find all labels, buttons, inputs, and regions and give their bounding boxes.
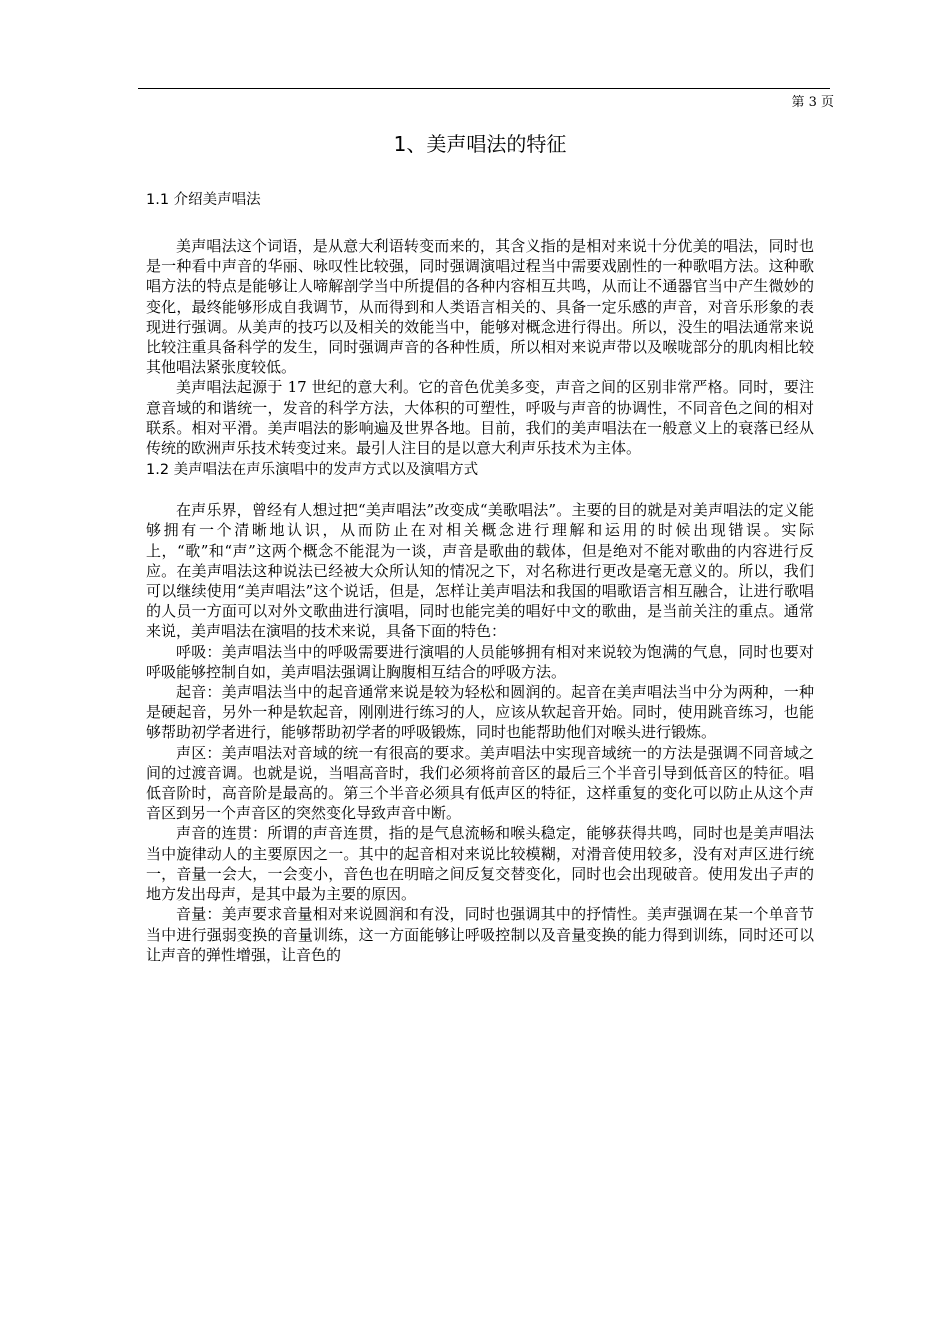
header-rule — [138, 88, 830, 89]
paragraph: 美声唱法这个词语，是从意大利语转变而来的，其含义指的是相对来说十分优美的唱法，同时也是一种看中声音的华丽、咏叹性比较强，同时强调演唱过程当中需要戏剧性的一种歌唱方法。这种歌唱方法的特点是能够让人啼解剖学当中所提倡的各种内容相互共鸣，从而让不通器官当中产生微妙的变化，最终能够形成自我调节，从而得到和人类语言相关的、具备一定乐感的声音，对音乐形象的表现进行强调。从美声的技巧以及相关的效能当中，能够对概念进行得出。所以，没生的唱法通常来说比较注重具备科学的发生，同时强调声音的各种性质，所以相对来说声带以及喉咙部分的肌肉相比较其他唱法紧张度较低。 — [146, 237, 814, 377]
paragraph: 声音的连贯：所谓的声音连贯，指的是气息流畅和喉头稳定，能够获得共鸣，同时也是美声唱法当中旋律动人的主要原因之一。其中的起音相对来说比较模糊，对滑音使用较多，没有对声区进行统一，音量一会大，一会变小，音色也在明暗之间反复交替变化，同时也会出现破音。使用发出子声的地方发出母声，是其中最为主要的原因。 — [146, 824, 814, 904]
section-heading-1-1: 1.1 介绍美声唱法 — [146, 192, 261, 208]
paragraph: 声区：美声唱法对音域的统一有很高的要求。美声唱法中实现音域统一的方法是强调不同音域之间的过渡音调。也就是说，当唱高音时，我们必须将前音区的最后三个半音引导到低音区的特征。唱低音阶时，高音阶是最高的。第三个半音必须具有低声区的特征，这样重复的变化可以防止从这个声音区到另一个声音区的突然变化导致声音中断。 — [146, 743, 814, 823]
paragraph: 呼吸：美声唱法当中的呼吸需要进行演唱的人员能够拥有相对来说较为饱满的气息，同时也要对呼吸能够控制自如，美声唱法强调让胸腹相互结合的呼吸方法。 — [146, 642, 814, 681]
page-number: 第 3 页 — [791, 95, 834, 110]
paragraph: 起音：美声唱法当中的起音通常来说是较为轻松和圆润的。起音在美声唱法当中分为两种，一种是硬起音，另外一种是软起音，刚刚进行练习的人，应该从软起音开始。同时，使用跳音练习，也能够帮助初学者进行，能够帮助初学者的呼吸锻炼，同时也能帮助他们对喉头进行锻炼。 — [146, 683, 814, 742]
page-content — [146, 126, 814, 965]
paragraph: 美声唱法起源于 17 世纪的意大利。它的音色优美多变，声音之间的区别非常严格。同时，要注意音域的和谐统一，发音的科学方法，大体积的可塑性，呼吸与声音的协调性，不同音色之间的相对联系。相对平滑。美声唱法的影响遍及世界各地。目前，我们的美声唱法在一般意义上的衰落已经从传统的欧洲声乐技术转变过来。最引人注目的是以意大利声乐技术为主体。 — [146, 378, 814, 458]
paragraph: 音量：美声要求音量相对来说圆润和有没，同时也强调其中的抒情性。美声强调在某一个单音节当中进行强弱变换的音量训练，这一方面能够让呼吸控制以及音量变换的能力得到训练，同时还可以让声音的弹性增强，让音色的 — [146, 905, 814, 964]
paragraph: 在声乐界，曾经有人想过把“美声唱法”改变成“美歌唱法”。主要的目的就是对美声唱法的定义能够拥有一个清晰地认识，从而防止在对相关概念进行理解和运用的时候出现错误。实际上，“歌”和“声”这两个概念不能混为一谈，声音是歌曲的载体，但是绝对不能对歌曲的内容进行反应。在美声唱法这种说法已经被大众所认知的情况之下，对名称进行更改是毫无意义的。所以，我们可以继续使用“美声唱法”这个说话，但是，怎样让美声唱法和我国的唱歌语言相互融合，让进行歌唱的人员一方面可以对外文歌曲进行演唱，同时也能完美的唱好中文的歌曲，是当前关注的重点。通常来说，美声唱法在演唱的技术来说，具备下面的特色： — [146, 501, 814, 641]
section-heading-1-2: 1.2 美声唱法在声乐演唱中的发声方式以及演唱方式 — [146, 462, 479, 479]
chapter-title: 1、美声唱法的特征 — [393, 132, 567, 156]
